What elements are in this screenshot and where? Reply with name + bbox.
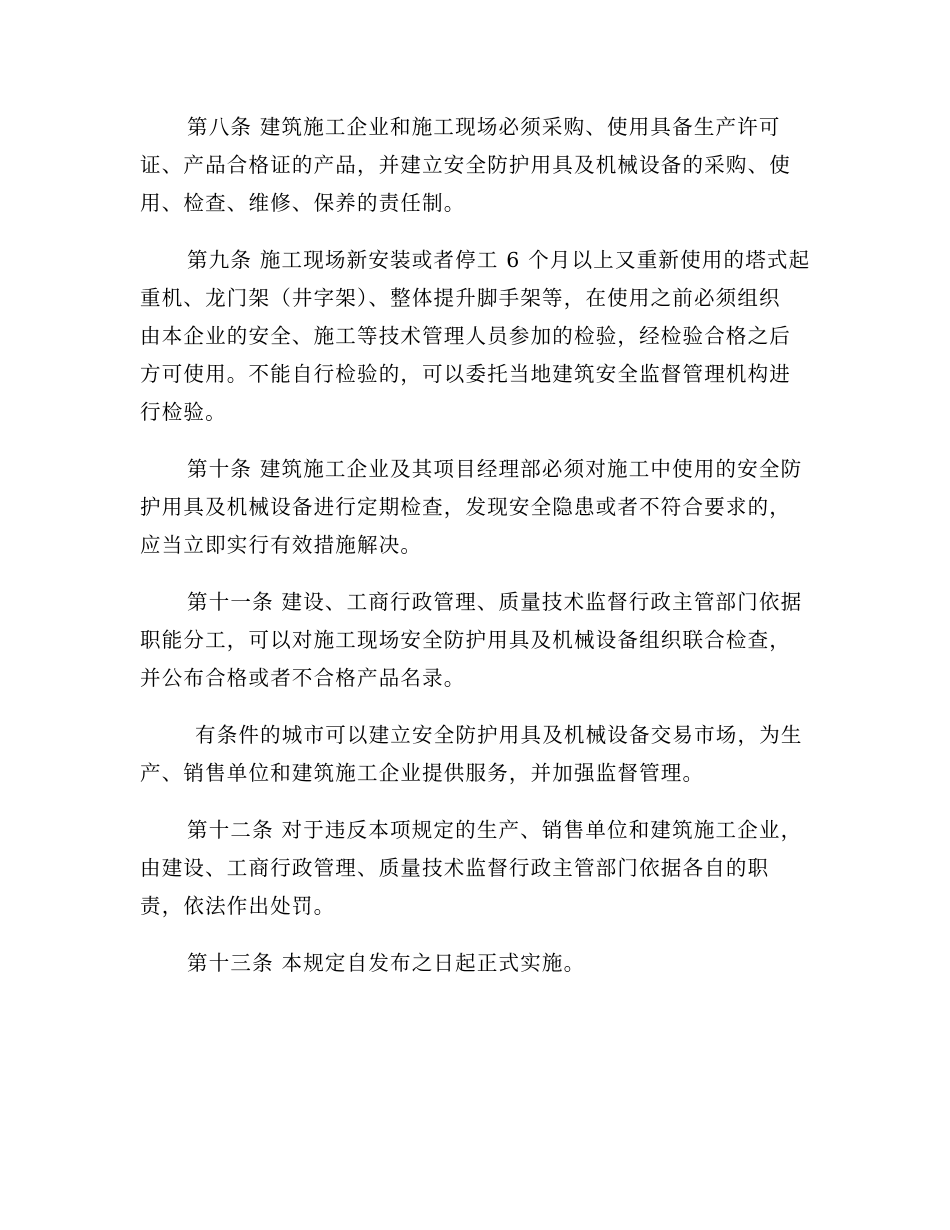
paragraph-line: 方可使用。不能自行检验的，可以委托当地建筑安全监督管理机构进 bbox=[140, 362, 791, 386]
paragraph-line: 第十三条 本规定自发布之日起正式实施。 bbox=[187, 951, 586, 975]
paragraph-line: 用、检查、维修、保养的责任制。 bbox=[140, 191, 466, 215]
article-11-supplement-paragraph bbox=[140, 716, 805, 792]
article-11-paragraph bbox=[140, 583, 805, 697]
article-13-paragraph bbox=[140, 944, 805, 982]
article-10-paragraph bbox=[140, 450, 805, 564]
paragraph-line: 应当立即实行有效措施解决。 bbox=[140, 533, 423, 557]
article-12-paragraph bbox=[140, 811, 805, 925]
paragraph-line: 重机、龙门架（井字架）、整体提升脚手架等，在使用之前必须组织 bbox=[140, 286, 781, 310]
paragraph-line: 第十条 建筑施工企业及其项目经理部必须对施工中使用的安全防 bbox=[187, 457, 803, 481]
paragraph-line: 第十一条 建设、工商行政管理、质量技术监督行政主管部门依据 bbox=[187, 590, 803, 614]
paragraph-line: 第九条 施工现场新安装或者停工 6 个月以上又重新使用的塔式起 bbox=[187, 248, 811, 272]
paragraph-line: 行检验。 bbox=[140, 400, 227, 424]
paragraph-line: 由建设、工商行政管理、质量技术监督行政主管部门依据各自的职 bbox=[140, 856, 770, 880]
paragraph-line: 第十二条 对于违反本项规定的生产、销售单位和建筑施工企业， bbox=[187, 818, 803, 842]
paragraph-line: 职能分工，可以对施工现场安全防护用具及机械设备组织联合检查， bbox=[140, 628, 791, 652]
paragraph-line: 护用具及机械设备进行定期检查，发现安全隐患或者不符合要求的， bbox=[140, 495, 791, 519]
paragraph-line: 由本企业的安全、施工等技术管理人员参加的检验，经检验合格之后 bbox=[140, 324, 791, 348]
paragraph-line: 有条件的城市可以建立安全防护用具及机械设备交易市场，为生 bbox=[195, 723, 803, 747]
document-body bbox=[140, 108, 811, 1001]
article-9-paragraph bbox=[140, 241, 811, 431]
article-8-paragraph bbox=[140, 108, 805, 222]
paragraph-line: 并公布合格或者不合格产品名录。 bbox=[140, 666, 466, 690]
paragraph-line: 证、产品合格证的产品，并建立安全防护用具及机械设备的采购、使 bbox=[140, 153, 791, 177]
paragraph-line: 产、销售单位和建筑施工企业提供服务，并加强监督管理。 bbox=[140, 761, 705, 785]
paragraph-line: 责，依法作出处罚。 bbox=[140, 894, 336, 918]
paragraph-line: 第八条 建筑施工企业和施工现场必须采购、使用具备生产许可 bbox=[187, 115, 781, 139]
